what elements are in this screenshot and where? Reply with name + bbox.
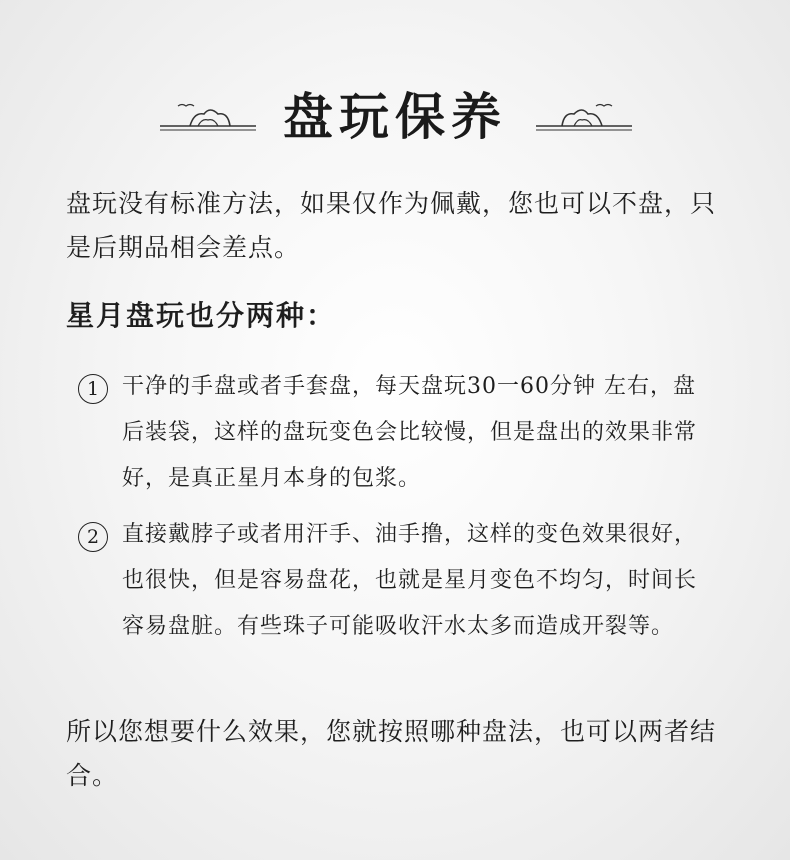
item-text: 直接戴脖子或者用汗手、油手撸，这样的变色效果很好，也很快，但是容易盘花，也就是星月变色不均匀，时间长容易盘脏。有些珠子可能吸收汗水太多而造成开裂等。 [122,522,698,639]
title-row [0,82,790,152]
intro-paragraph: 盘玩没有标准方法，如果仅作为佩戴，您也可以不盘，只是后期品相会差点。 [66,189,717,262]
item-text: 干净的手盘或者手套盘，每天盘玩30一60分钟 左右，盘后装袋，这样的盘玩变色会比较慢，但是盘出的效果非常好，是真正星月本身的包浆。 [122,374,698,491]
page-title: 盘玩保养 [283,87,507,146]
item-number-badge: 1 [78,374,108,404]
item-number-badge: 2 [78,522,108,552]
section-subtitle: 星月盘玩也分两种： [66,299,337,332]
cloud-wave-icon [536,98,632,134]
conclusion-paragraph: 所以您想要什么效果，您就按照哪种盘法，也可以两者结合。 [66,717,717,790]
